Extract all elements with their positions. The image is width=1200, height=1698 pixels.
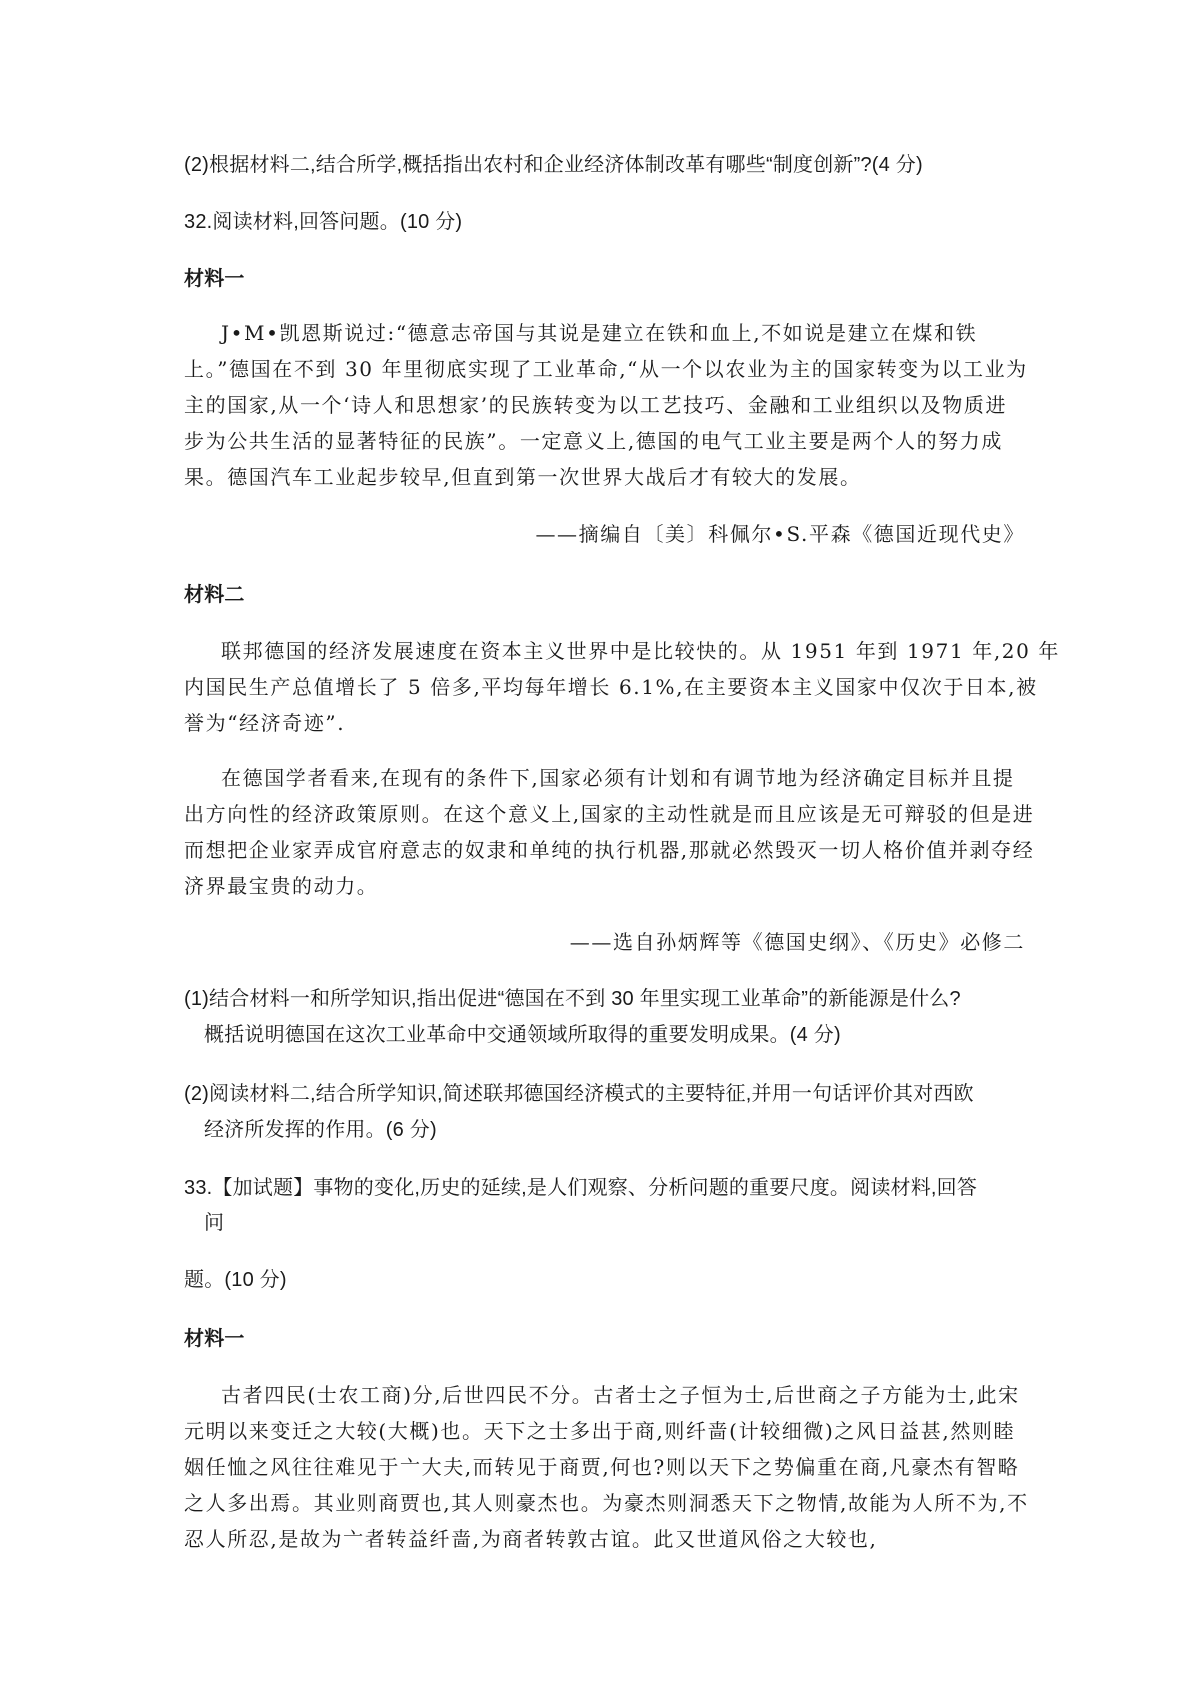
- q32-material-1-heading: 材料一: [184, 268, 245, 290]
- q32-m1-line-1: J•M•凯恩斯说过:“德意志帝国与其说是建立在铁和血上,不如说是建立在煤和铁: [221, 321, 978, 345]
- q33-title-line-2: 问: [204, 1212, 225, 1234]
- q32-m1-line-2: 上。”德国在不到 30 年里彻底实现了工业革命,“从一个以农业为主的国家转变为以工业为: [184, 357, 1028, 381]
- q32-m2-p1-line-2: 内国民生产总值增长了 5 倍多,平均每年增长 6.1%,在主要资本主义国家中仅次于日本,被: [184, 675, 1038, 699]
- q33-m1-line-2: 元明以来变迁之大较(大概)也。天下之士多出于商,则纤啬(计较细微)之风日益甚,然则睦: [184, 1419, 1016, 1443]
- q31-subquestion-2: (2)根据材料二,结合所学,概括指出农村和企业经济体制改革有哪些“制度创新”?(4 分): [184, 154, 923, 176]
- q32-m1-source: ——摘编自〔美〕科佩尔•S.平森《德国近现代史》: [535, 522, 1025, 546]
- q32-m2-p2-line-2: 出方向性的经济政策原则。在这个意义上,国家的主动性就是而且应该是无可辩驳的但是进: [184, 802, 1035, 826]
- q32-m2-p2-line-3: 而想把企业家弄成官府意志的奴隶和单纯的执行机器,那就必然毁灭一切人格价值并剥夺经: [184, 838, 1035, 862]
- q32-m1-line-5: 果。德国汽车工业起步较早,但直到第一次世界大战后才有较大的发展。: [184, 465, 862, 489]
- q32-m2-p2-line-1: 在德国学者看来,在现有的条件下,国家必须有计划和有调节地为经济确定目标并且提: [221, 766, 1015, 790]
- q33-title-line-3: 题。(10 分): [184, 1269, 287, 1291]
- q32-question-2-line-1: (2)阅读材料二,结合所学知识,简述联邦德国经济模式的主要特征,并用一句话评价其对西欧: [184, 1083, 974, 1105]
- q32-m2-p1-line-1: 联邦德国的经济发展速度在资本主义世界中是比较快的。从 1951 年到 1971 年,20 年: [221, 639, 1060, 663]
- q32-m1-line-3: 主的国家,从一个‘诗人和思想家’的民族转变为以工艺技巧、金融和工业组织以及物质进: [184, 393, 1008, 417]
- q33-m1-line-1: 古者四民(士农工商)分,后世四民不分。古者士之子恒为士,后世商之子方能为士,此宋: [221, 1383, 1020, 1407]
- q33-m1-line-4: 之人多出焉。其业则商贾也,其人则豪杰也。为豪杰则洞悉天下之物情,故能为人所不为,不: [184, 1491, 1029, 1515]
- q33-material-1-heading: 材料一: [184, 1328, 245, 1350]
- q32-title: 32.阅读材料,回答问题。(10 分): [184, 211, 463, 233]
- q33-m1-line-5: 忍人所忍,是故为亠者转益纤啬,为商者转敦古谊。此又世道风俗之大较也,: [184, 1527, 878, 1551]
- q32-question-1-line-2: 概括说明德国在这次工业革命中交通领域所取得的重要发明成果。(4 分): [204, 1024, 841, 1046]
- q32-question-2-line-2: 经济所发挥的作用。(6 分): [204, 1119, 437, 1141]
- q32-m2-p1-line-3: 誉为“经济奇迹”.: [184, 711, 346, 735]
- q32-material-2-heading: 材料二: [184, 584, 245, 606]
- q32-m2-p2-line-4: 济界最宝贵的动力。: [184, 874, 379, 898]
- q32-m2-source: ——选自孙炳辉等《德国史纲》、《历史》必修二: [569, 930, 1025, 954]
- q33-m1-line-3: 姻任恤之风往往难见于亠大夫,而转见于商贾,何也?则以天下之势偏重在商,凡豪杰有智略: [184, 1455, 1020, 1479]
- q32-m1-line-4: 步为公共生活的显著特征的民族”。一定意义上,德国的电气工业主要是两个人的努力成: [184, 429, 1003, 453]
- q32-question-1-line-1: (1)结合材料一和所学知识,指出促进“德国在不到 30 年里实现工业革命”的新能源是什么?: [184, 988, 961, 1010]
- q33-title-line-1: 33.【加试题】事物的变化,历史的延续,是人们观察、分析问题的重要尺度。阅读材料,回答: [184, 1177, 978, 1199]
